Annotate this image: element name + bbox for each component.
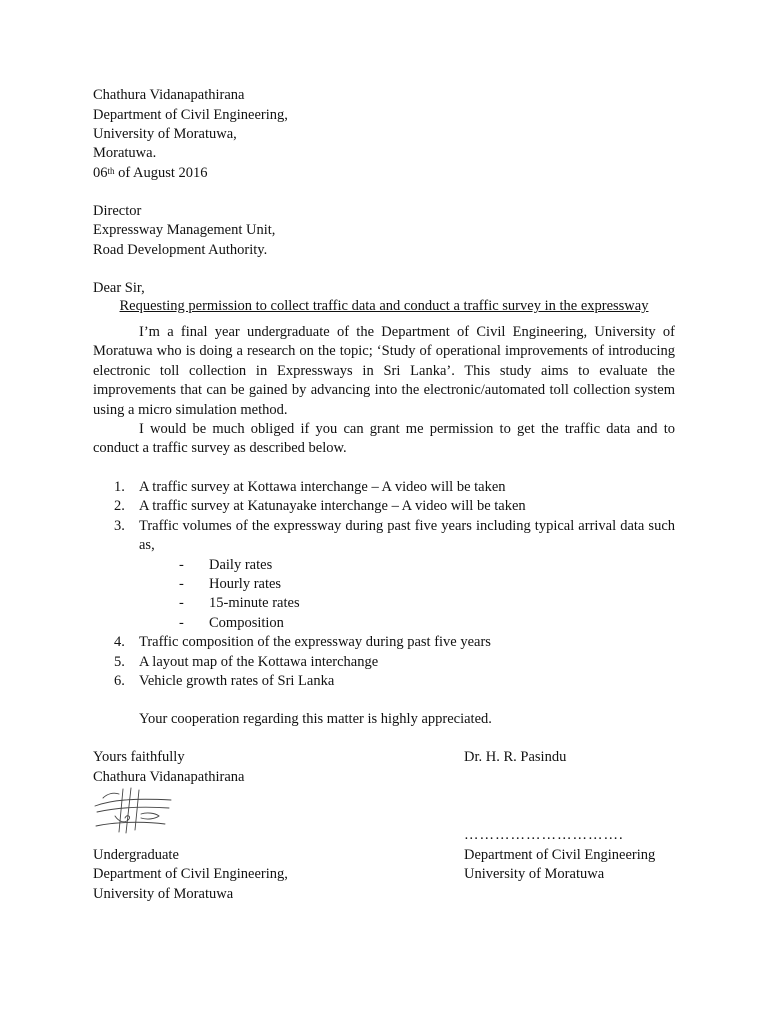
body-paragraph-1-text: I’m a final year undergraduate of the Department of Civil Engineering, University of Moratuwa who is doing a research on the topic; ‘Study of operational improvements of introducing electronic toll collection in Expressways in Sri Lanka’. This study aims to evaluate the improvements that can be gained by advancing into the electronic/automated toll collection system using a micro simulation method.: [93, 324, 675, 418]
sublist-dash: -: [179, 614, 184, 631]
recipient-unit: Expressway Management Unit,: [93, 222, 276, 238]
body-paragraph-1: [93, 323, 675, 420]
valediction: Yours faithfully: [93, 749, 185, 765]
sublist-item-text: Daily rates: [209, 556, 273, 573]
signatory-university: University of Moratuwa: [93, 886, 234, 902]
supervisor-signature-line: ………………………….: [464, 827, 624, 843]
sublist-dash: -: [179, 595, 184, 612]
supervisor-department: Department of Civil Engineering: [464, 847, 656, 863]
list-item: [93, 653, 675, 672]
date-suffix: th: [107, 166, 115, 176]
list-item-text: Traffic composition of the expressway during past five years: [139, 634, 491, 651]
sublist-dash: -: [179, 576, 184, 593]
list-item: [93, 478, 675, 497]
sublist-item: [139, 614, 675, 633]
sender-city: Moratuwa.: [93, 145, 157, 161]
closing-line: Your cooperation regarding this matter is highly appreciated.: [139, 711, 492, 727]
list-item-text: A layout map of the Kottawa interchange: [139, 653, 379, 670]
sublist-item: [139, 594, 675, 613]
sender-name: Chathura Vidanapathirana: [93, 87, 245, 103]
list-item: [93, 633, 675, 652]
recipient-org: Road Development Authority.: [93, 242, 268, 258]
list-number: 1.: [114, 479, 125, 495]
signatory-name: Chathura Vidanapathirana: [93, 769, 245, 785]
date-day: 06: [93, 165, 108, 181]
signatory-role: Undergraduate: [93, 847, 179, 863]
handwritten-signature: [93, 786, 175, 838]
sublist-dash: -: [179, 556, 184, 573]
list-item-text: A traffic survey at Kottawa interchange – A video will be taken: [139, 479, 506, 495]
sublist-item: [139, 575, 675, 594]
date-rest: of August 2016: [114, 165, 208, 181]
list-item-text: Vehicle growth rates of Sri Lanka: [139, 673, 335, 689]
salutation: Dear Sir,: [93, 280, 145, 296]
sublist-item-text: Hourly rates: [209, 576, 282, 593]
request-list: [93, 478, 675, 691]
sublist-item: [139, 556, 675, 575]
sublist-item-text: Composition: [209, 614, 284, 631]
body-paragraph-2: [93, 420, 675, 459]
list-number: 6.: [114, 673, 125, 689]
list-number: 5.: [114, 653, 125, 670]
signatory-department: Department of Civil Engineering,: [93, 866, 288, 882]
list-item: [93, 517, 675, 633]
list-item-text: A traffic survey at Katunayake interchange – A video will be taken: [139, 498, 526, 515]
sender-university: University of Moratuwa,: [93, 126, 237, 142]
list-number: 3.: [114, 517, 125, 534]
list-number: 4.: [114, 634, 125, 651]
supervisor-university: University of Moratuwa: [464, 866, 605, 882]
list-number: 2.: [114, 498, 125, 515]
supervisor-name: Dr. H. R. Pasindu: [464, 749, 567, 765]
arrival-data-sublist: [139, 556, 675, 634]
recipient-title: Director: [93, 203, 142, 219]
body-paragraph-2-text: I would be much obliged if you can grant me permission to get the traffic data and to conduct a traffic survey as described below.: [93, 421, 675, 457]
letter-date: [93, 164, 208, 183]
subject-line: Requesting permission to collect traffic data and conduct a traffic survey in the expressway: [119, 298, 649, 314]
list-item: [93, 497, 675, 516]
sender-department: Department of Civil Engineering,: [93, 107, 288, 123]
list-item: [93, 672, 675, 691]
list-item-text: Traffic volumes of the expressway during past five years including typical arrival data such as,: [139, 517, 675, 554]
sublist-item-text: 15-minute rates: [209, 595, 300, 612]
